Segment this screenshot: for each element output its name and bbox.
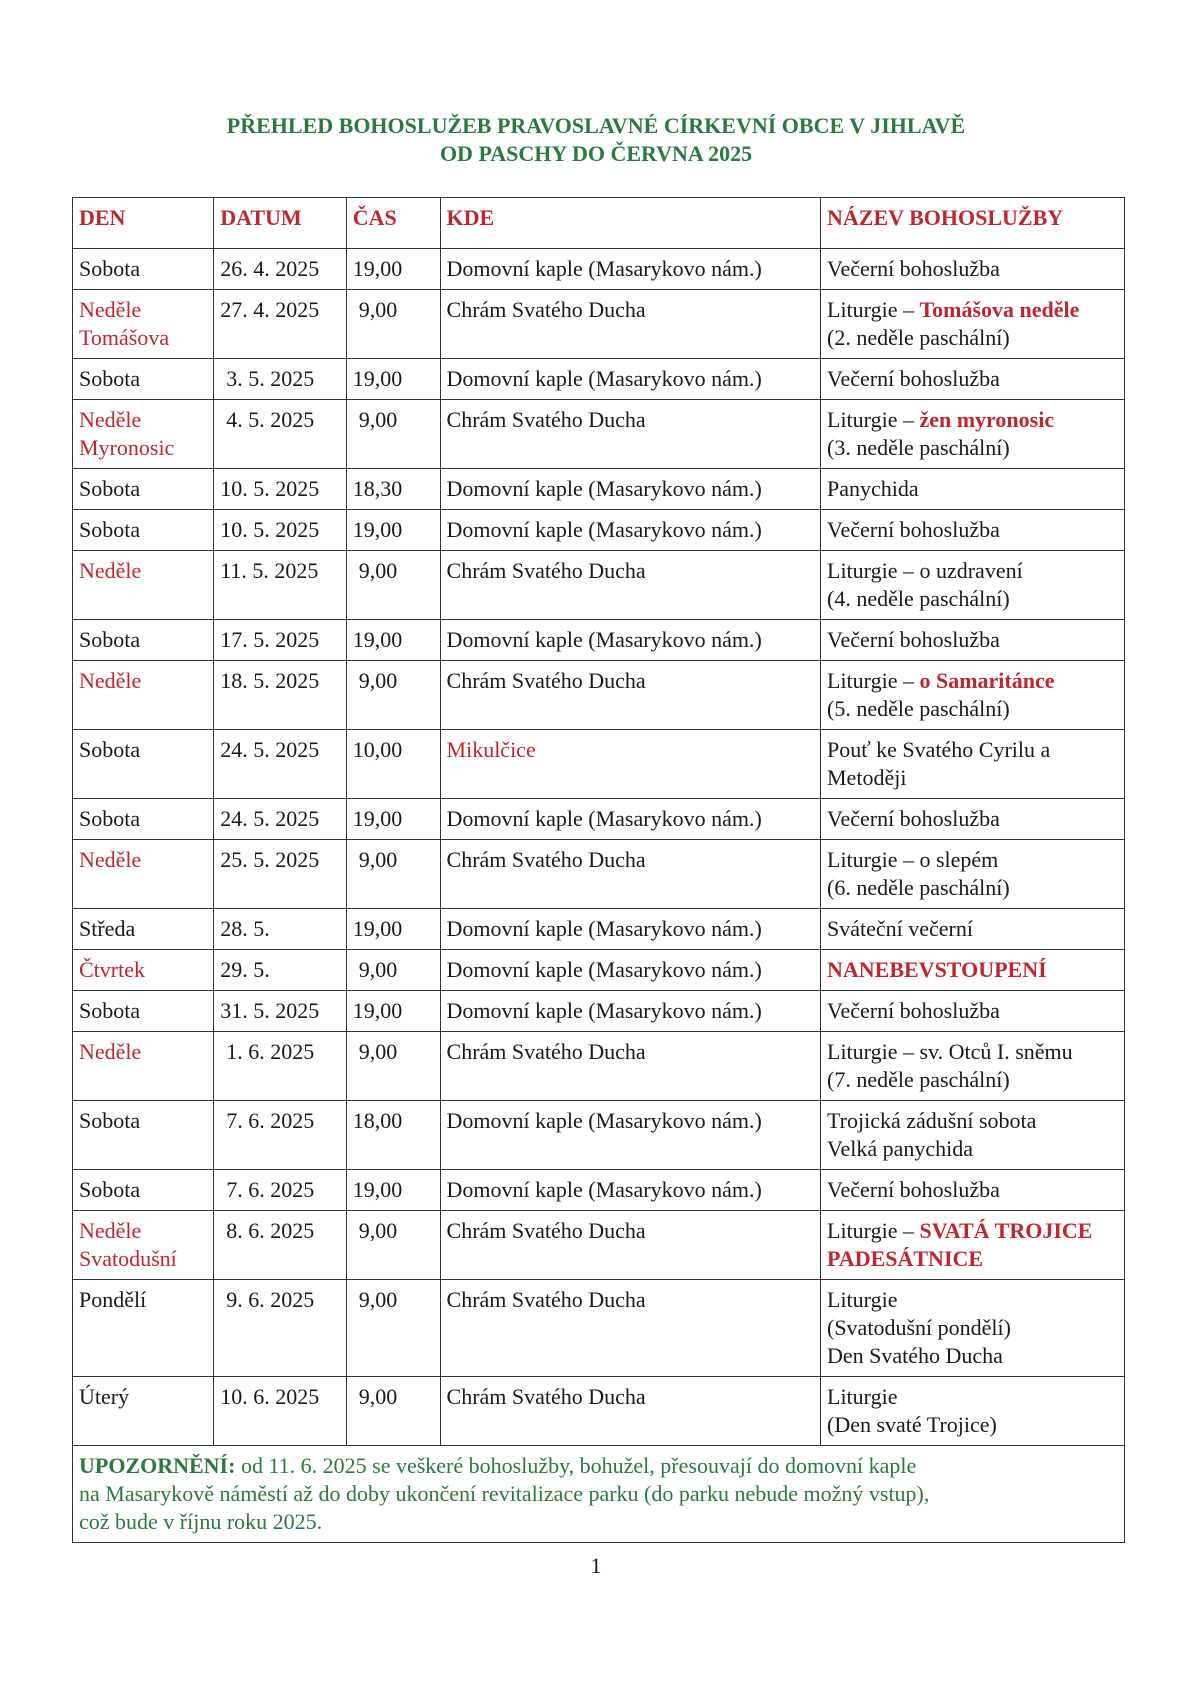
cell-cas: 19,00 [346,249,440,290]
nazev-line [827,764,1118,792]
cell-datum: 18. 5. 2025 [214,661,347,730]
cell-nazev [821,950,1125,991]
cell-kde: Mikulčice [440,730,820,799]
nazev-text: Sváteční večerní [827,916,973,941]
cell-datum: 28. 5. [214,909,347,950]
cell-kde: Chrám Svatého Ducha [440,661,820,730]
den-text: Neděle [79,1218,142,1243]
nazev-line [827,1107,1118,1135]
cell-den [73,400,214,469]
den-text: Neděle [79,847,142,872]
nazev-line [827,1038,1118,1066]
nazev-line [827,1314,1118,1342]
nazev-text: (7. neděle paschální) [827,1067,1010,1092]
nazev-line [827,324,1118,352]
cell-cas: 19,00 [346,1170,440,1211]
cell-den [73,359,214,400]
nazev-highlight: o Samaritánce [919,668,1055,693]
notice-line-3: což bude v říjnu roku 2025. [79,1509,323,1534]
cell-cas: 9,00 [346,1280,440,1377]
nazev-text: Liturgie – [827,407,920,432]
cell-nazev [821,1170,1125,1211]
cell-den [73,909,214,950]
table-row [73,1211,1125,1280]
den-text: Svatodušní [79,1246,177,1271]
nazev-text: (4. neděle paschální) [827,586,1010,611]
header-datum: DATUM [214,198,347,249]
den-text: Neděle [79,1039,142,1064]
table-row [73,400,1125,469]
cell-den [73,469,214,510]
cell-nazev [821,730,1125,799]
nazev-text: Večerní bohoslužba [827,366,1000,391]
cell-datum: 10. 5. 2025 [214,469,347,510]
cell-nazev [821,1280,1125,1377]
nazev-text: Liturgie [827,1287,898,1312]
cell-cas: 18,30 [346,469,440,510]
den-text: Sobota [79,806,141,831]
nazev-text: (2. neděle paschální) [827,325,1010,350]
den-text: Sobota [79,627,141,652]
cell-datum: 24. 5. 2025 [214,730,347,799]
cell-kde: Domovní kaple (Masarykovo nám.) [440,909,820,950]
table-row [73,290,1125,359]
nazev-line [827,667,1118,695]
table-row [73,909,1125,950]
cell-datum: 8. 6. 2025 [214,1211,347,1280]
nazev-line [827,1383,1118,1411]
table-row [73,249,1125,290]
notice-cell [73,1446,1125,1543]
table-row [73,840,1125,909]
cell-cas: 9,00 [346,400,440,469]
den-text: Sobota [79,737,141,762]
cell-den [73,249,214,290]
nazev-line [827,1135,1118,1163]
cell-nazev [821,840,1125,909]
cell-kde: Domovní kaple (Masarykovo nám.) [440,991,820,1032]
cell-kde: Domovní kaple (Masarykovo nám.) [440,1170,820,1211]
title-line-1: PŘEHLED BOHOSLUŽEB PRAVOSLAVNÉ CÍRKEVNÍ OBCE V JIHLAVĚ [226,113,966,138]
cell-datum: 26. 4. 2025 [214,249,347,290]
cell-den [73,1032,214,1101]
cell-den [73,661,214,730]
cell-den [73,840,214,909]
cell-nazev [821,1377,1125,1446]
den-text: Neděle [79,558,142,583]
nazev-line [827,626,1118,654]
cell-kde: Domovní kaple (Masarykovo nám.) [440,359,820,400]
notice-line-1 [79,1452,1118,1480]
nazev-line [827,1411,1118,1439]
nazev-line [827,915,1118,943]
nazev-text: Večerní bohoslužba [827,998,1000,1023]
notice-line-2: na Masarykově náměstí až do doby ukončení revitalizace parku (do parku nebude možný vstup), [79,1481,930,1506]
nazev-text: Liturgie – sv. Otců I. sněmu [827,1039,1073,1064]
cell-cas: 9,00 [346,840,440,909]
nazev-line [827,255,1118,283]
cell-cas: 9,00 [346,290,440,359]
cell-cas: 19,00 [346,359,440,400]
nazev-text: Večerní bohoslužba [827,806,1000,831]
cell-kde: Domovní kaple (Masarykovo nám.) [440,799,820,840]
nazev-text: Trojická zádušní sobota [827,1108,1037,1133]
nazev-line [827,805,1118,833]
cell-cas: 18,00 [346,1101,440,1170]
nazev-line [827,1217,1118,1245]
cell-datum: 17. 5. 2025 [214,620,347,661]
cell-kde: Domovní kaple (Masarykovo nám.) [440,1101,820,1170]
den-text: Neděle [79,297,142,322]
nazev-line [827,406,1118,434]
cell-kde: Chrám Svatého Ducha [440,1377,820,1446]
den-text: Neděle [79,668,142,693]
cell-den [73,991,214,1032]
nazev-line [827,1245,1118,1273]
nazev-line [827,1066,1118,1094]
table-body [73,249,1125,1446]
nazev-text: Večerní bohoslužba [827,256,1000,281]
cell-kde: Domovní kaple (Masarykovo nám.) [440,620,820,661]
table-row [73,469,1125,510]
nazev-line [827,475,1118,503]
cell-datum: 29. 5. [214,950,347,991]
cell-cas: 19,00 [346,510,440,551]
den-text: Středa [79,916,136,941]
nazev-line [827,695,1118,723]
notice-row [73,1446,1125,1543]
cell-nazev [821,510,1125,551]
table-row [73,1377,1125,1446]
cell-datum: 7. 6. 2025 [214,1101,347,1170]
cell-cas: 19,00 [346,991,440,1032]
notice-text-1: od 11. 6. 2025 se veškeré bohoslužby, bohužel, přesouvají do domovní kaple [235,1453,917,1478]
cell-kde: Chrám Svatého Ducha [440,400,820,469]
table-row [73,620,1125,661]
cell-nazev [821,620,1125,661]
table-row [73,1170,1125,1211]
table-row [73,359,1125,400]
cell-den [73,1211,214,1280]
den-text: Sobota [79,517,141,542]
den-text: Sobota [79,366,141,391]
den-text: Neděle [79,407,142,432]
nazev-text: (Svatodušní pondělí) [827,1315,1011,1340]
nazev-line [827,997,1118,1025]
cell-datum: 10. 6. 2025 [214,1377,347,1446]
page-number: 1 [590,1553,602,1578]
nazev-highlight: žen myronosic [919,407,1055,432]
cell-den [73,1170,214,1211]
cell-den [73,799,214,840]
cell-nazev [821,359,1125,400]
cell-kde: Domovní kaple (Masarykovo nám.) [440,510,820,551]
cell-kde: Chrám Svatého Ducha [440,840,820,909]
den-text: Myronosic [79,435,175,460]
cell-datum: 31. 5. 2025 [214,991,347,1032]
cell-kde: Chrám Svatého Ducha [440,1211,820,1280]
nazev-text: (3. neděle paschální) [827,435,1010,460]
cell-nazev [821,661,1125,730]
header-den: DEN [73,198,214,249]
den-text: Sobota [79,476,141,501]
nazev-text: Večerní bohoslužba [827,1177,1000,1202]
nazev-text: Den Svatého Ducha [827,1343,1003,1368]
nazev-text: Liturgie [827,1384,898,1409]
table-header-row [73,198,1125,249]
title-line-2: OD PASCHY DO ČERVNA 2025 [439,141,753,166]
nazev-line [827,956,1118,984]
cell-cas: 9,00 [346,661,440,730]
cell-datum: 27. 4. 2025 [214,290,347,359]
cell-datum: 25. 5. 2025 [214,840,347,909]
cell-cas: 9,00 [346,551,440,620]
nazev-text: (5. neděle paschální) [827,696,1010,721]
cell-cas: 19,00 [346,620,440,661]
cell-nazev [821,1032,1125,1101]
den-text: Sobota [79,998,141,1023]
table-row [73,510,1125,551]
cell-kde: Domovní kaple (Masarykovo nám.) [440,950,820,991]
cell-den [73,950,214,991]
cell-datum: 9. 6. 2025 [214,1280,347,1377]
cell-datum: 7. 6. 2025 [214,1170,347,1211]
cell-cas: 19,00 [346,909,440,950]
cell-nazev [821,290,1125,359]
cell-den [73,510,214,551]
cell-cas: 19,00 [346,799,440,840]
nazev-line [827,434,1118,462]
cell-kde: Domovní kaple (Masarykovo nám.) [440,469,820,510]
nazev-line [827,874,1118,902]
cell-datum: 10. 5. 2025 [214,510,347,551]
den-text: Sobota [79,1108,141,1133]
den-text: Sobota [79,256,141,281]
cell-den [73,290,214,359]
nazev-highlight: NANEBEVSTOUPENÍ [827,957,1047,982]
cell-nazev [821,1101,1125,1170]
nazev-highlight: SVATÁ TROJICE [919,1218,1093,1243]
cell-kde: Domovní kaple (Masarykovo nám.) [440,249,820,290]
nazev-line [827,516,1118,544]
cell-kde: Chrám Svatého Ducha [440,1032,820,1101]
cell-cas: 9,00 [346,1211,440,1280]
cell-nazev [821,249,1125,290]
nazev-text: (Den svaté Trojice) [827,1412,997,1437]
nazev-line [827,736,1118,764]
cell-cas: 9,00 [346,1377,440,1446]
cell-kde: Chrám Svatého Ducha [440,1280,820,1377]
header-kde: KDE [440,198,820,249]
nazev-text: (6. neděle paschální) [827,875,1010,900]
cell-den [73,551,214,620]
nazev-text: Večerní bohoslužba [827,517,1000,542]
nazev-line [827,365,1118,393]
table-row [73,1032,1125,1101]
table-row [73,1101,1125,1170]
cell-datum: 11. 5. 2025 [214,551,347,620]
cell-nazev [821,799,1125,840]
nazev-highlight: Tomášova neděle [919,297,1080,322]
table-row [73,950,1125,991]
cell-nazev [821,909,1125,950]
cell-cas: 9,00 [346,1032,440,1101]
den-text: Tomášova [79,325,170,350]
nazev-text: Liturgie – [827,668,920,693]
table-row [73,551,1125,620]
nazev-text: Velká panychida [827,1136,973,1161]
document-title [0,112,1192,168]
cell-nazev [821,551,1125,620]
cell-cas: 10,00 [346,730,440,799]
cell-nazev [821,1211,1125,1280]
table-row [73,730,1125,799]
nazev-text: Liturgie – o slepém [827,847,999,872]
nazev-line [827,1286,1118,1314]
cell-den [73,1101,214,1170]
services-table [72,197,1125,1543]
notice-label: UPOZORNĚNÍ: [79,1453,236,1478]
cell-datum: 4. 5. 2025 [214,400,347,469]
den-text: Pondělí [79,1287,147,1312]
cell-den [73,1280,214,1377]
cell-datum: 3. 5. 2025 [214,359,347,400]
nazev-line [827,296,1118,324]
nazev-text: Liturgie – [827,297,920,322]
nazev-line [827,846,1118,874]
den-text: Úterý [79,1384,130,1409]
table-row [73,991,1125,1032]
nazev-text: Večerní bohoslužba [827,627,1000,652]
header-cas: ČAS [346,198,440,249]
table-row [73,1280,1125,1377]
nazev-text: Liturgie – [827,1218,920,1243]
den-text: Čtvrtek [79,957,145,982]
cell-nazev [821,991,1125,1032]
nazev-text: Panychida [827,476,919,501]
nazev-line [827,1342,1118,1370]
cell-kde: Chrám Svatého Ducha [440,290,820,359]
header-nazev: NÁZEV BOHOSLUŽBY [821,198,1125,249]
cell-den [73,620,214,661]
cell-kde: Chrám Svatého Ducha [440,551,820,620]
nazev-line [827,1176,1118,1204]
cell-nazev [821,400,1125,469]
cell-datum: 1. 6. 2025 [214,1032,347,1101]
cell-datum: 24. 5. 2025 [214,799,347,840]
nazev-text: Pouť ke Svatého Cyrilu a [827,737,1051,762]
cell-den [73,730,214,799]
nazev-line [827,557,1118,585]
den-text: Sobota [79,1177,141,1202]
cell-cas: 9,00 [346,950,440,991]
cell-nazev [821,469,1125,510]
nazev-text: Liturgie – o uzdravení [827,558,1023,583]
cell-den [73,1377,214,1446]
nazev-line [827,585,1118,613]
table-row [73,661,1125,730]
table-row [73,799,1125,840]
nazev-text: Metoději [827,765,907,790]
nazev-highlight: PADESÁTNICE [827,1246,984,1271]
